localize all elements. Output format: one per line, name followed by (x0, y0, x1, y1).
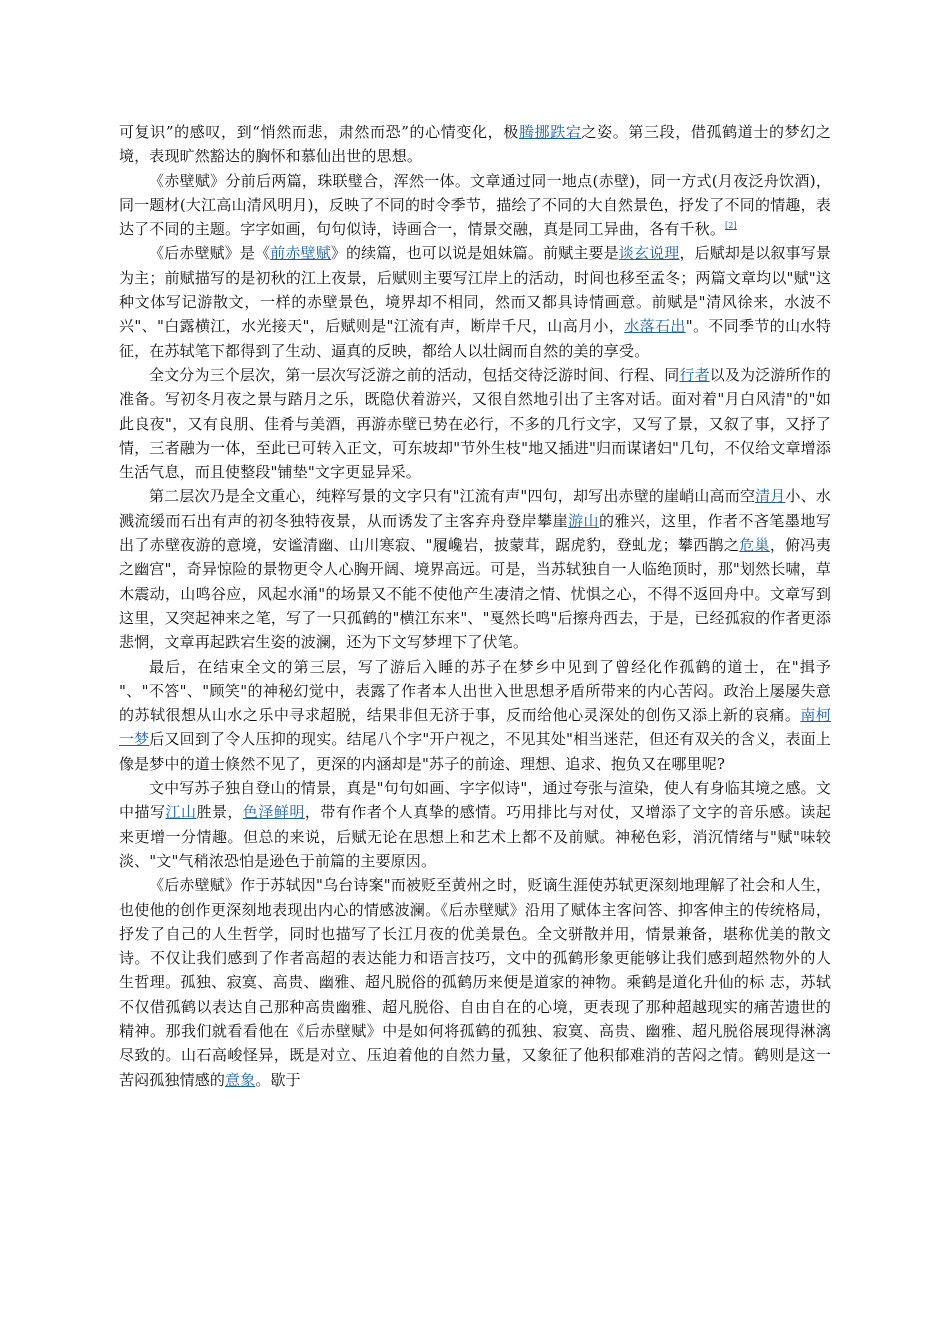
inline-link[interactable]: 游山 (568, 511, 600, 530)
paragraph-text: ，后赋却是以叙事写景为主；前赋描写的是初秋的江上夜景，后赋则主要写江岸上的活动，时间也移至孟冬；两篇文章均以"赋"这种文体写记游散文，一样的赤壁景色，境界却不相同，然而又都具诗情画意。前赋是"清风徐来，水波不兴"、"白露横江，水光接天"，后赋则是"江流有声，断岸千尺，山高月小， (119, 244, 831, 336)
inline-link[interactable]: 清月 (755, 487, 786, 506)
inline-link[interactable]: 前赤壁赋 (270, 244, 331, 263)
paragraph-text: 《赤壁赋》分前后两篇，珠联璧合，浑然一体。文章通过同一地点(赤壁)，同一方式(月夜泛舟饮酒)，同一题材(大江高山清风明月)，反映了不同的时令季节，描绘了不同的大自然景色，抒发了不同的情趣，表达了不同的主题。字字如画，句句似诗，诗画合一，情景交融，真是同工异曲，各有千秋。 (119, 171, 831, 239)
paragraph-text: 最后，在结束全文的第三层，写了游后入睡的苏子在梦乡中见到了曾经化作孤鹤的道士，在"揖予 "、"不答"、"顾笑"的神秘幻觉中，表露了作者本人出世入世思想矛盾所带来的内心苦闷。政治上屡屡失意的苏轼很想从山水之乐中寻求超脱，结果非但无济于事，反而给他心灵深处的创伤又添上新的哀痛。 (119, 657, 831, 725)
paragraph-text: 小、水溅流缓而石出有声的初冬独特夜景，从而诱发了主客弃舟登岸攀崖 (119, 487, 831, 530)
paragraph-text: 胜景， (196, 803, 243, 822)
paragraph (119, 241, 831, 362)
inline-link[interactable]: 行者 (679, 365, 710, 384)
paragraph-text: ，带有作者个人真挚的感情。巧用排比与对仗，又增添了文字的音乐感。读起来更增一分情趣。但总的来说，后赋无论在思想上和艺术上都不及前赋。神秘色彩，消沉情绪与"赋"味较淡、"文"气稍浓恐怕是逊色于前篇的主要原因。 (119, 803, 832, 870)
inline-link[interactable]: 意象 (225, 1070, 256, 1089)
document-body (119, 120, 831, 1092)
paragraph-text: 文中写苏子独自登山的情景，真是"句句如画、字字似诗"，通过夸张与渲染，使人有身临其境之感。文中描写 (119, 779, 831, 822)
paragraph-text: 《后赤壁赋》作于苏轼因"乌台诗案"而被贬至黄州之时，贬谪生涯使苏轼更深刻地理解了社会和人生，也使他的创作更深刻地表现出内心的情感波澜。《后赤壁赋》沿用了赋体主客问答、抑客伸主的传统格局，抒发了自己的人生哲学，同时也描写了长江月夜的优美景色。全文骈散并用，情景兼备，堪称优美的散文诗。不仅让我们感到了作者高超的表达能力和语言技巧，文中的孤鹤形象更能够让我们感到超然物外的人生哲理。孤独、寂寞、高贵、幽雅、超凡脱俗的孤鹤历来便是道家的神物。乘鹤是道化升仙的标 志，苏轼不仅借孤鹤以表达自己那种高贵幽雅、超凡脱俗、自由自在的心境，更表现了那种超越现实的痛苦遗世的精神。那我们就看看他在《后赤壁赋》中是如何将孤鹤的孤独、寂寞、高贵、幽雅、超凡脱俗展现得淋漓尽致的。山石高峻怪异，既是对立、压迫着他的自然力量，又象征了他积郁难消的苦闷之情。鹤则是这一苦闷孤独情感的 (119, 876, 831, 1089)
paragraph-text: ，俯冯夷之幽宫"，奇异惊险的景物更令人心胸开阔、境界高远。可是，当苏轼独自一人临绝顶时，那"划然长啸，草木震动，山鸣谷应，风起水涌"的场景又不能不使他产生凄清之情、忧惧之心，不得不返回舟中。文章写到这里，又突起神来之笔，写了一只孤鹤的"横江东来"、"戛然长鸣"后擦舟西去，于是，已经孤寂的作者更添悲惘，文章再起跌宕生姿的波澜，还为下文写梦埋下了伏笔。 (119, 536, 831, 652)
paragraph-text: 以及为泛游所作的准备。写初冬月夜之景与踏月之乐，既隐伏着游兴，又很自然地引出了主客对话。面对着"月白风清"的"如此良夜"，又有良朋、佳肴与美酒，再游赤壁已势在必行，不多的几行文字，又写了景，又叙了事，又抒了情，三者融为一体，至此已可转入正文，可东坡却"节外生枝"地又插进"归而谋诸妇"几句，不仅给文章增添生活气息，而且使整段"铺垫"文字更显异采。 (119, 365, 831, 482)
inline-link[interactable]: 南柯一梦 (119, 706, 831, 749)
paragraph-text: 第二层次乃是全文重心，纯粹写景的文字只有"江流有声"四句，却写出赤壁的崖峭山高而空 (149, 487, 756, 506)
paragraph (119, 873, 831, 1092)
paragraph-text: "。不同季节的山水特征，在苏轼笔下都得到了生动、逼真的反映，都给人以壮阔而自然的美的享受。 (119, 317, 831, 360)
paragraph (119, 120, 831, 169)
paragraph (119, 363, 831, 484)
paragraph-text: 全文分为三个层次，第一层次写泛游之前的活动，包括交待泛游时间、行程、同 (149, 365, 680, 384)
paragraph-text: 可复识”的感叹，到“悄然而悲，肃然而恐”的心情变化，极 (119, 123, 519, 141)
paragraph-text: 的雅兴，这里，作者不吝笔墨地写出了赤壁夜游的意境，安谧清幽、山川寒寂、"履巉岩，披蒙茸，踞虎豹，登虬龙；攀西鹊之 (119, 511, 831, 555)
paragraph-text: 之姿。第三段，借孤鹤道士的梦幻之境，表现旷然豁达的胸怀和慕仙出世的思想。 (119, 123, 832, 166)
citation-ref[interactable]: [2] (725, 221, 737, 231)
paragraph (119, 484, 831, 654)
inline-link[interactable]: 水落石出 (624, 317, 686, 336)
inline-link[interactable]: 江山 (165, 803, 197, 822)
paragraph-text: 。歇于 (255, 1070, 301, 1089)
inline-link[interactable]: 谈玄说理 (618, 244, 680, 263)
inline-link[interactable]: 危巢 (739, 536, 770, 555)
inline-link[interactable]: 腾挪跌宕 (518, 123, 582, 141)
paragraph (119, 169, 831, 242)
paragraph (119, 655, 831, 776)
paragraph-text: 后又回到了令人压抑的现实。结尾八个字"开户视之，不见其处"相当迷茫，但还有双关的含义，表面上像是梦中的道士倏然不见了，更深的内涵却是"苏子的前途、理想、追求、抱负又在哪里呢? (119, 730, 831, 773)
inline-link[interactable]: 色泽鲜明 (242, 803, 305, 822)
paragraph-text: 《后赤壁赋》是《 (149, 244, 271, 263)
paragraph-text: 》的续篇，也可以说是姐妹篇。前赋主要是 (330, 244, 619, 263)
paragraph (119, 776, 831, 873)
